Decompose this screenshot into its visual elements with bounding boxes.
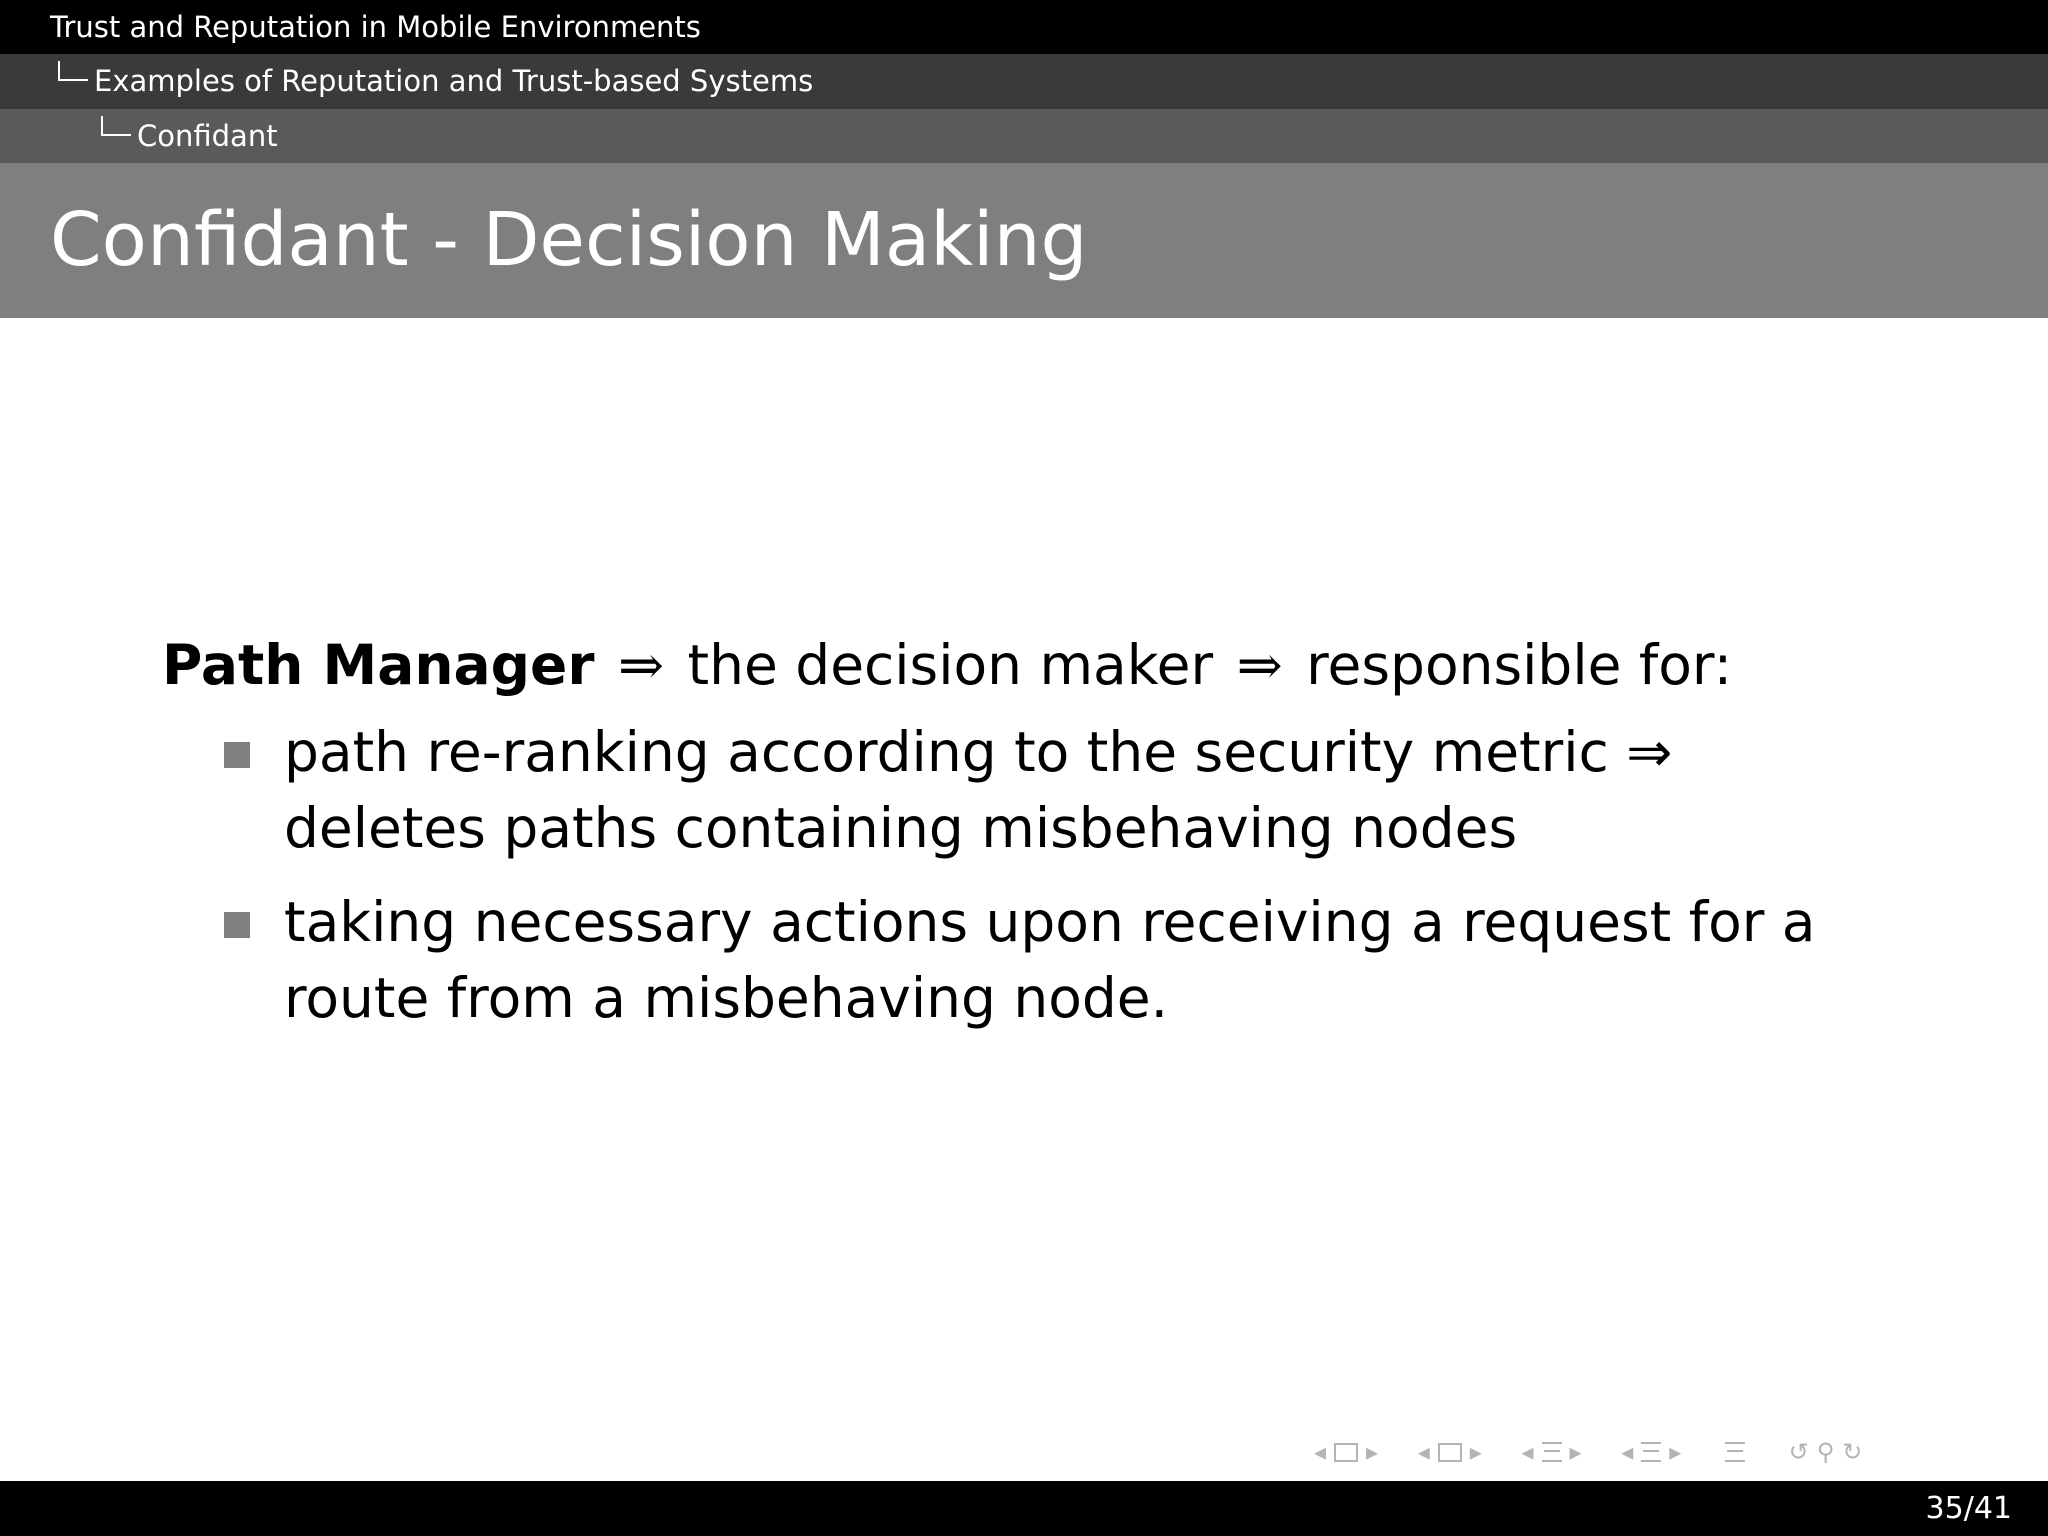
section-icon[interactable] (1641, 1442, 1661, 1462)
nav-prev-icon[interactable]: ◂ (1417, 1438, 1430, 1466)
implies-arrow: ⇒ (617, 633, 665, 697)
back-icon[interactable]: ↺ (1788, 1438, 1809, 1466)
forward-icon[interactable]: ↻ (1842, 1438, 1863, 1466)
slide-content (162, 620, 1862, 1054)
tree-connector-icon (58, 61, 88, 81)
subsection-icon[interactable] (1542, 1442, 1562, 1462)
frame-icon[interactable] (1334, 1443, 1358, 1462)
lead-text-1: the decision maker (687, 633, 1214, 697)
nav-prev-icon[interactable]: ◂ (1621, 1438, 1634, 1466)
slide-title: Confidant - Decision Making (50, 197, 1088, 283)
list-item (162, 714, 1842, 866)
breadcrumb-subsubsection[interactable] (0, 109, 2048, 163)
navigation-bar (1310, 1432, 1866, 1472)
lead-bold-term: Path Manager (162, 633, 595, 697)
breadcrumb-section[interactable] (0, 0, 2048, 54)
nav-next-icon[interactable]: ▸ (1469, 1438, 1482, 1466)
bullet-list (162, 714, 1862, 1036)
nav-prev-icon[interactable]: ◂ (1521, 1438, 1534, 1466)
footer-bar (0, 1481, 2048, 1536)
page-number: 35/41 (1925, 1491, 2012, 1526)
square-bullet-icon (224, 912, 250, 938)
list-item (162, 884, 1842, 1036)
breadcrumb-section-label: Trust and Reputation in Mobile Environments (50, 10, 701, 44)
title-bar (0, 163, 2048, 318)
nav-next-icon[interactable]: ▸ (1669, 1438, 1682, 1466)
nav-prev-icon[interactable]: ◂ (1314, 1438, 1327, 1466)
toc-icon[interactable] (1721, 1432, 1749, 1472)
breadcrumb-subsection[interactable] (0, 54, 2048, 109)
square-bullet-icon (224, 742, 250, 768)
lead-line (162, 620, 1862, 710)
list-item-text: taking necessary actions upon receiving a request for a route from a misbehaving node. (284, 890, 1816, 1030)
lead-text-2: responsible for: (1306, 633, 1733, 697)
nav-next-icon[interactable]: ▸ (1366, 1438, 1379, 1466)
breadcrumb-subsection-label: Examples of Reputation and Trust-based Systems (94, 64, 814, 98)
nav-next-icon[interactable]: ▸ (1569, 1438, 1582, 1466)
breadcrumb-subsubsection-label: Confidant (137, 119, 278, 153)
tree-connector-icon (101, 116, 131, 136)
list-item-text: path re-ranking according to the security metric ⇒ deletes paths containing misbehaving nodes (284, 720, 1673, 860)
implies-arrow: ⇒ (1236, 633, 1283, 697)
subsection-frames-icon[interactable] (1438, 1443, 1462, 1462)
search-icon[interactable]: ⚲ (1816, 1438, 1835, 1466)
